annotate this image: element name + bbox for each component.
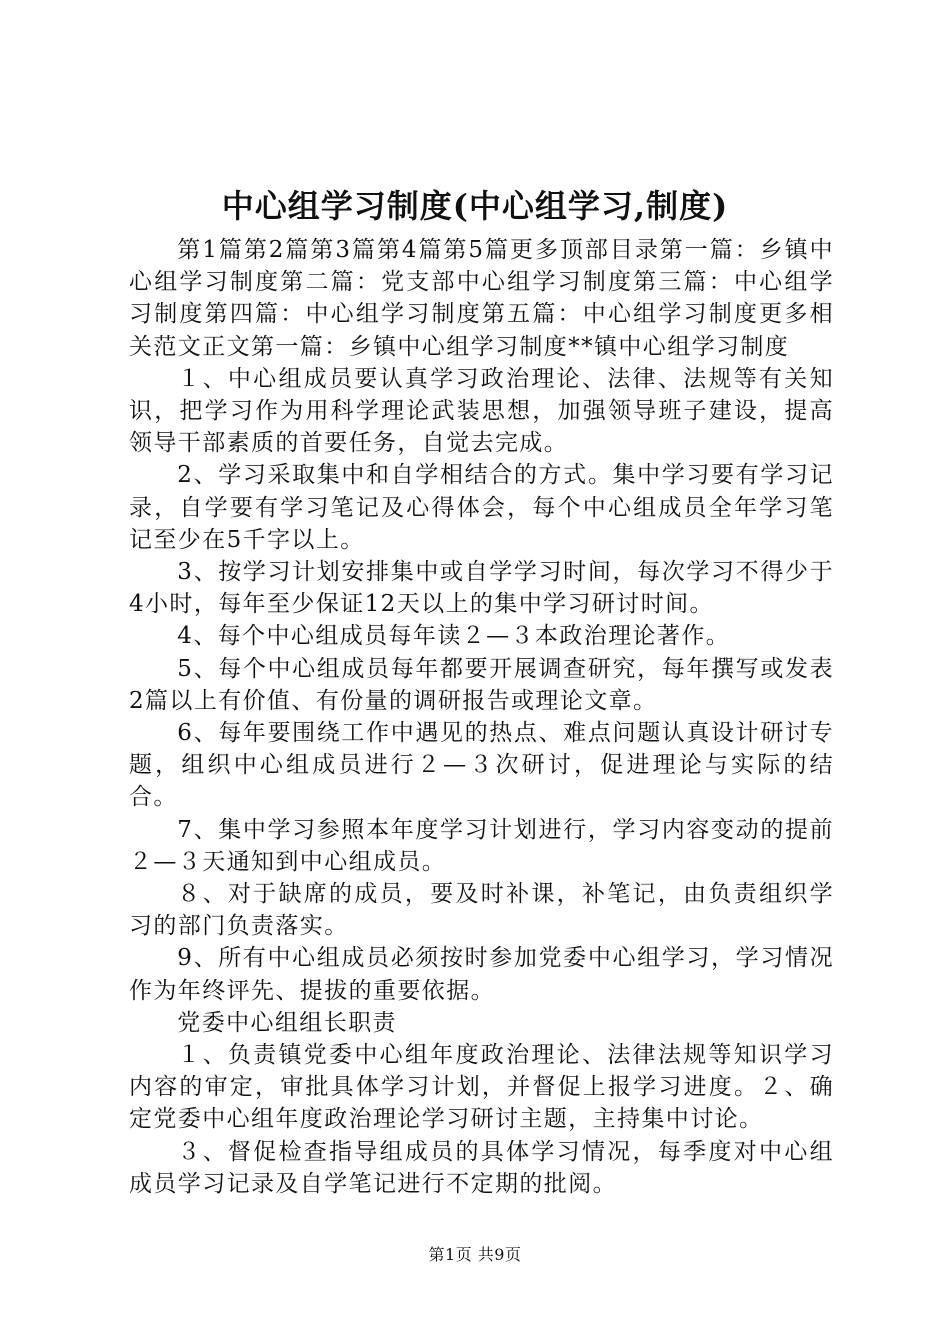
document-body <box>129 234 834 1200</box>
page-footer: 第1页 共9页 <box>428 1245 522 1264</box>
section-heading: 党委中心组组长职责 <box>177 1009 397 1036</box>
document-title: 中心组学习制度(中心组学习,制度) <box>221 187 729 225</box>
rule-paragraph-2: 2、学习采取集中和自学相结合的方式。集中学习要有学习记录，自学要有学习笔记及心得体会，每个中心组成员全年学习笔记至少在5千字以上。 <box>129 462 834 553</box>
rule-paragraph-6: 6、每年要围绕工作中遇见的热点、难点问题认真设计研讨专题，组织中心组成员进行２—３次研讨，促进理论与实际的结合。 <box>129 720 834 811</box>
rule-paragraph-4: 4、每个中心组成员每年读２—３本政治理论著作。 <box>177 623 731 650</box>
duty-paragraph-1: １、负责镇党委中心组年度政治理论、法律法规等知识学习内容的审定，审批具体学习计划，并督促上报学习进度。２、确定党委中心组年度政治理论学习研讨主题，主持集中讨论。 <box>129 1042 834 1133</box>
rule-paragraph-7: 7、集中学习参照本年度学习计划进行，学习内容变动的提前２—３天通知到中心组成员。 <box>129 816 834 875</box>
toc-paragraph: 第1篇第2篇第3篇第4篇第5篇更多顶部目录第一篇：乡镇中心组学习制度第二篇：党支部中心组学习制度第三篇：中心组学习制度第四篇：中心组学习制度第五篇：中心组学习制度更多相关范文正文第一篇：乡镇中心组学习制度**镇中心组学习制度 <box>129 237 834 360</box>
rule-paragraph-5: 5、每个中心组成员每年都要开展调查研究，每年撰写或发表2篇以上有价值、有份量的调研报告或理论文章。 <box>129 655 834 714</box>
duty-paragraph-3: ３、督促检查指导组成员的具体学习情况，每季度对中心组成员学习记录及自学笔记进行不定期的批阅。 <box>129 1138 834 1197</box>
rule-paragraph-8: ８、对于缺席的成员，要及时补课，补笔记，由负责组织学习的部门负责落实。 <box>129 881 834 940</box>
rule-paragraph-3: 3、按学习计划安排集中或自学学习时间，每次学习不得少于4小时，每年至少保证12天以上的集中学习研讨时间。 <box>129 559 834 618</box>
rule-paragraph-9: 9、所有中心组成员必须按时参加党委中心组学习，学习情况作为年终评先、提拔的重要依据。 <box>129 945 834 1004</box>
rule-paragraph-1: １、中心组成员要认真学习政治理论、法律、法规等有关知识，把学习作为用科学理论武装思想，加强领导班子建设，提高领导干部素质的首要任务，自觉去完成。 <box>129 365 834 457</box>
